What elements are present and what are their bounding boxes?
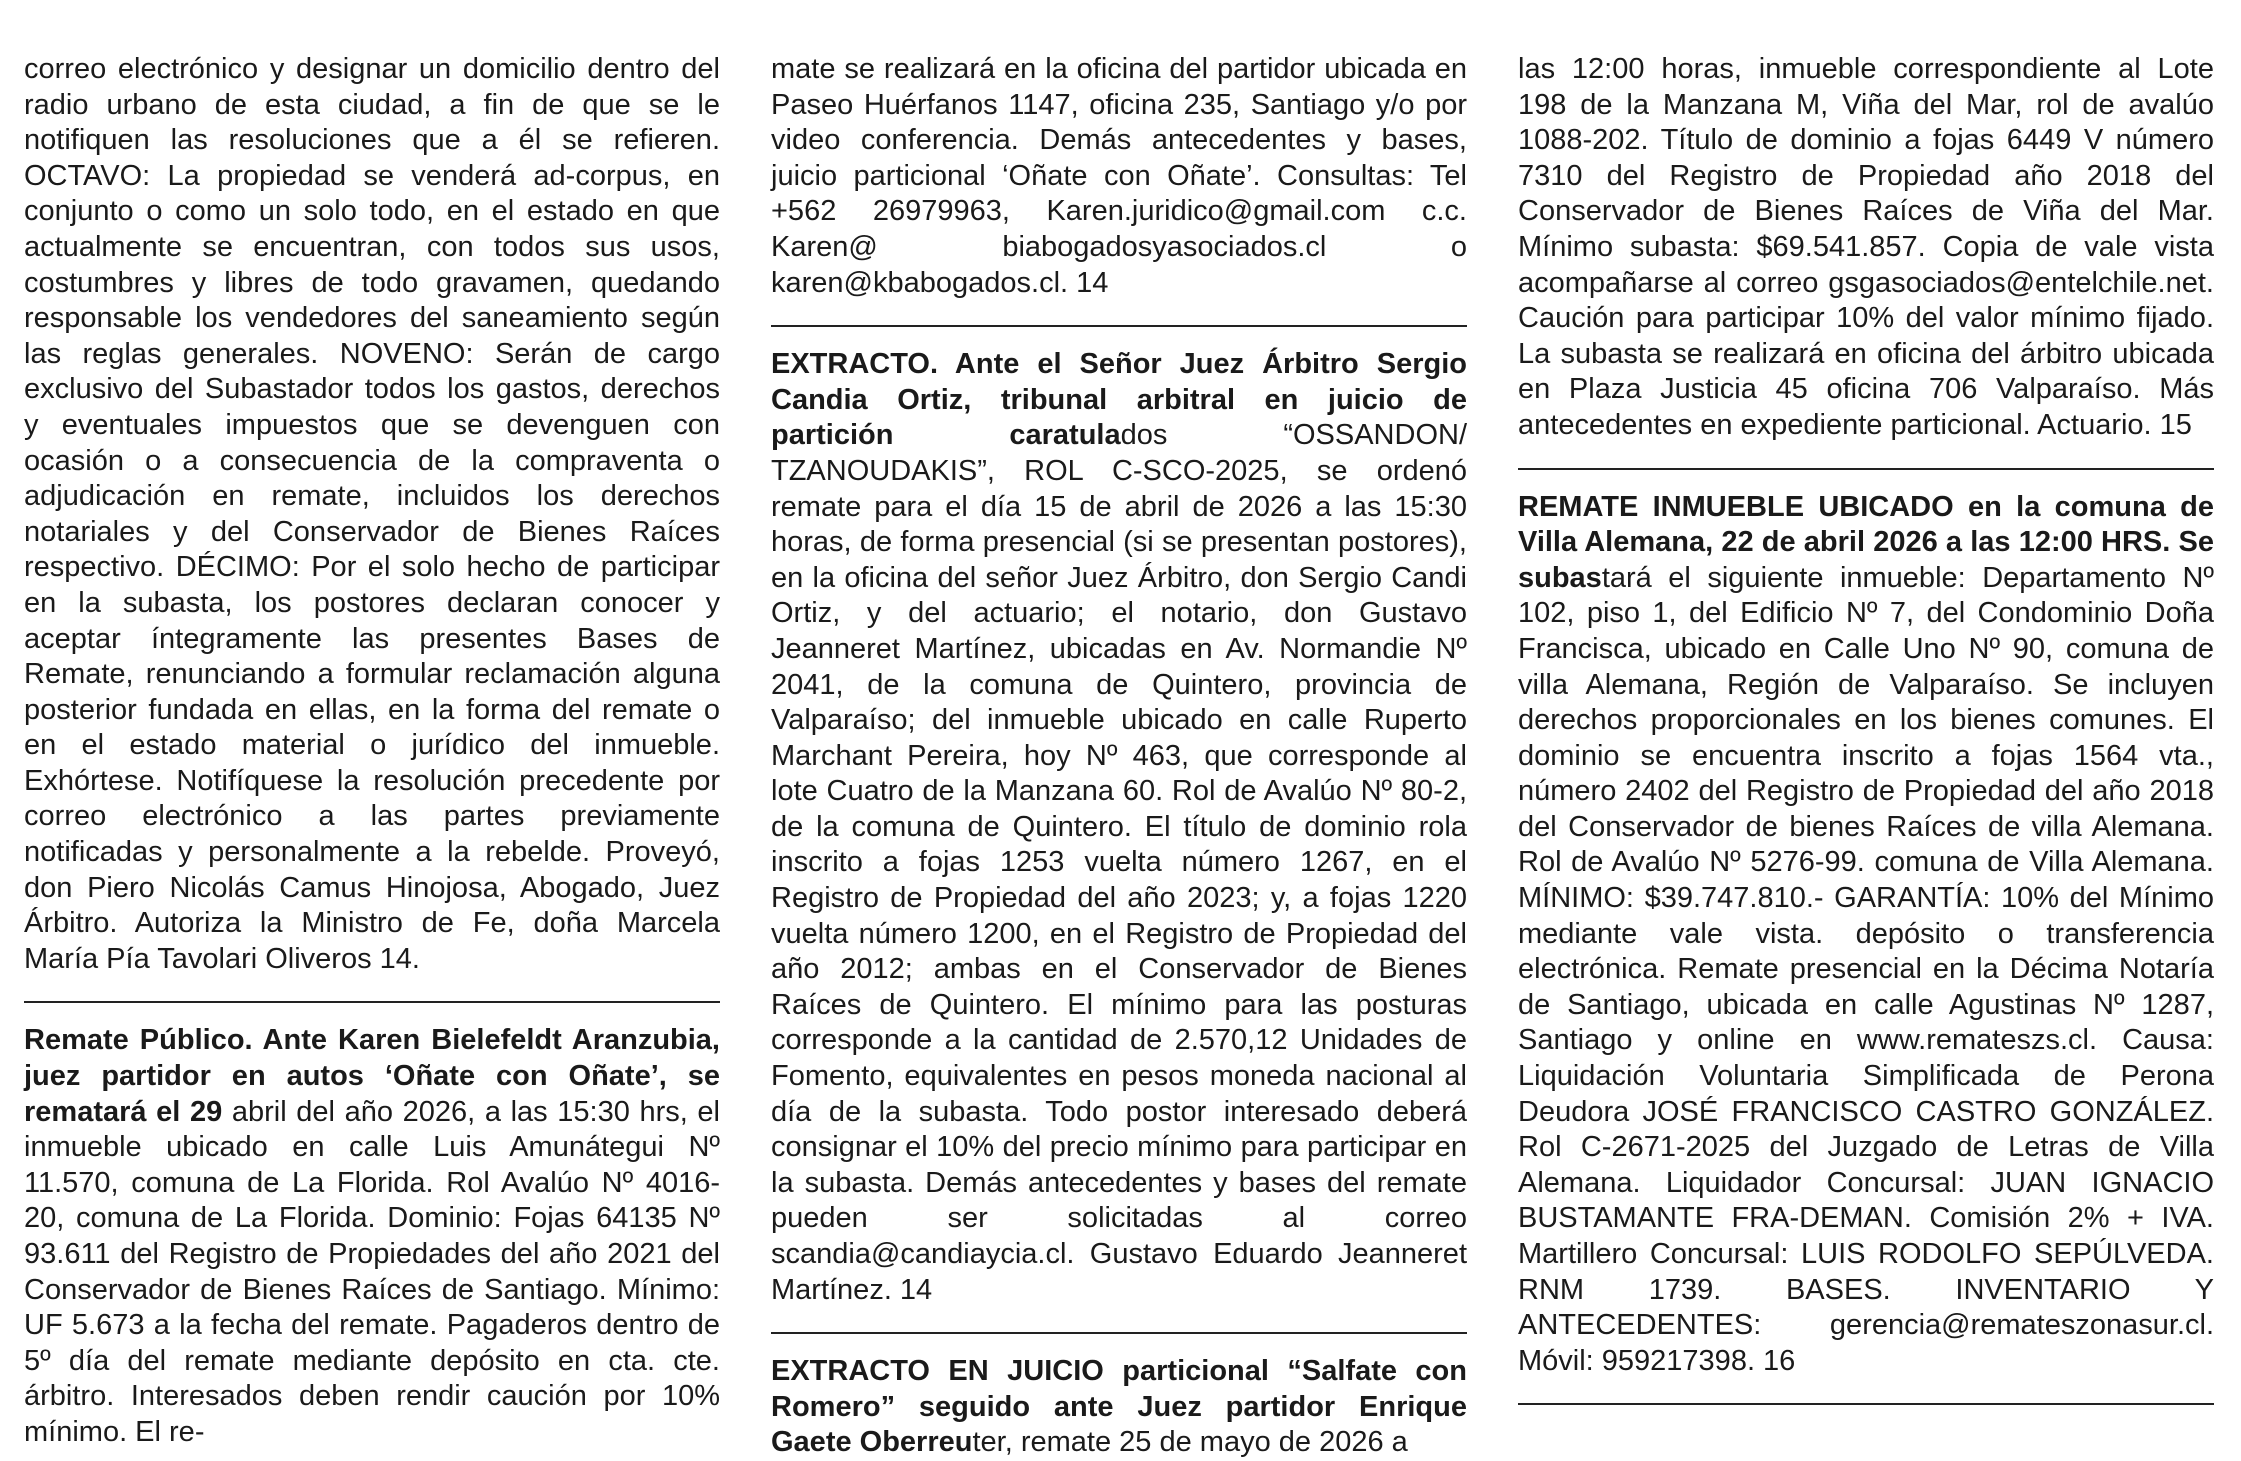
column-3 [1518,52,2214,1425]
notice-villa-alemana [1518,490,2214,1380]
notice-body: correo electrónico y designar un domicilio dentro del radio urbano de esta ciudad, a fin de que se le notifiquen las resoluciones que a él se refieren. OCTAVO: La propiedad se venderá ad-corpus, en conjunto o como un solo todo, en el estado en que actualmente se encuentran, con todos sus usos, costumbres y libres de todo gravamen, quedando responsable los vendedores del saneamiento según las reglas generales. NOVENO: Serán de cargo exclusivo del Subastador todos los gastos, derechos y eventuales impuestos que se devenguen con ocasión o a consecuencia de la compraventa o adjudicación en remate, incluidos los derechos notariales y del Conservador de Bienes Raíces respectivo. DÉCIMO: Por el solo hecho de participar en la subasta, los postores declaran conocer y aceptar íntegramente las presentes Bases de Remate, renunciando a formular reclamación alguna posterior fundada en ellas, en la forma del remate o en el estado material o jurídico del inmueble. Exhórtese. Notifíquese la resolución precedente por correo electrónico a las partes previamente notificadas y personalmente a la rebelde. Proveyó, don Piero Nicolás Camus Hinojosa, Abogado, Juez Árbitro. Autoriza la Ministro de Fe, doña Marcela María Pía Tavolari Oliveros 14. [24,53,720,975]
column-1 [24,52,720,1451]
divider [771,325,1467,327]
notice-body: ter, remate 25 de mayo de 2026 a [972,1426,1408,1459]
notice-extracto-ossandon [771,347,1467,1308]
notice-remate-publico [24,1023,720,1450]
notice-body: mate se realizará en la oficina del partidor ubicada en Paseo Huérfanos 1147, oficina 235, Santiago y/o por video conferencia. Demás antecedentes y bases, juicio particional ‘Oñate con Oñate’. Consultas: Tel +562 26979963, Karen.juridico@gmail.com c.c. Karen@ biabogadosyasociados.cl o karen@kbabogados.cl. 14 [771,53,1467,299]
divider [1518,1403,2214,1405]
notice-octavo-continuation [24,52,720,977]
notice-lead: Remate Público. Ante Karen Bielefeldt Aranzubia, juez partidor en autos ‘Oñate con Oñate’, se rematará el 29 [24,1024,720,1128]
notice-lead: EXTRACTO. Ante el Señor Juez Árbitro Sergio Candia Ortiz, tribunal arbitral en juicio de partición caratula [771,348,1467,452]
notice-body: las 12:00 horas, inmueble correspondiente al Lote 198 de la Manzana M, Viña del Mar, rol de avalúo 1088-202. Título de dominio a fojas 6449 V número 7310 del Registro de Propiedad año 2018 del Conservador de Bienes Raíces de Viña del Mar. Mínimo subasta: $69.541.857. Copia de vale vista acompañarse al correo gsgasociados@entelchile.net. Caución para participar 10% del valor mínimo fijado. La subasta se realizará en oficina del árbitro ubicada en Plaza Justicia 45 oficina 706 Valparaíso. Más antecedentes en expediente particional. Actuario. 15 [1518,53,2214,441]
divider [24,1001,720,1003]
notice-body: tará el siguiente inmueble: Departamento Nº 102, piso 1, del Edificio Nº 7, del Condominio Doña Francisca, ubicado en Calle Uno Nº 90, comuna de villa Alemana, Región de Valparaíso. Se incluyen derechos proporcionales en los bienes comunes. El dominio se encuentra inscrito a fojas 1564 vta., número 2402 del Registro de Propiedad del año 2018 del Conservador de bienes Raíces de villa Alemana. Rol de Avalúo Nº 5276-99. comuna de Villa Alemana. MÍNIMO: $39.747.810.- GARANTÍA: 10% del Mínimo mediante vale vista. depósito o transferencia electrónica. Remate presencial en la Décima Notaría de Santiago, ubicada en calle Agustinas Nº 1287, Santiago y online en www.remateszs.cl. Causa: Liquidación Voluntaria Simplificada de Perona Deudora JOSÉ FRANCISCO CASTRO GONZÁLEZ. Rol C-2671-2025 del Juzgado de Letras de Villa Alemana. Liquidador Concursal: JUAN IGNACIO BUSTAMANTE FRA-DEMAN. Comisión 2% + IVA. Martillero Concursal: LUIS RODOLFO SEPÚLVEDA. RNM 1739. BASES. INVENTARIO Y ANTECEDENTES: gerencia@remateszonasur.cl. Móvil: 959217398. 16 [1518,561,2214,1377]
notice-lead: EXTRACTO EN JUICIO particional “Salfate con Romero” seguido ante Juez partidor Enrique Gaete Oberreu [771,1355,1467,1459]
notice-extracto-salfate [771,1354,1467,1461]
notice-lead: REMATE INMUEBLE UBICADO en la comuna de Villa Alemana, 22 de abril 2026 a las 12:00 HRS. Se subas [1518,490,2214,594]
notice-body: abril del año 2026, a las 15:30 hrs, el inmueble ubicado en calle Luis Amunátegui Nº 11.570, comuna de La Florida. Rol Avalúo Nº 4016-20, comuna de La Florida. Dominio: Fojas 64135 Nº 93.611 del Registro de Propiedades del año 2021 del Conservador de Bienes Raíces de Santiago. Mínimo: UF 5.673 a la fecha del remate. Pagaderos dentro de 5º día del remate mediante depósito en cta. cte. árbitro. Interesados deben rendir caución por 10% mínimo. El re- [24,1095,721,1448]
notice-remate-continuation [771,52,1467,301]
notice-body: dos “OSSANDON/ TZANOUDAKIS”, ROL C-SCO-2025, se ordenó remate para el día 15 de abril de 2026 a las 15:30 horas, de forma presencial (si se presentan postores), en la oficina del señor Juez Árbitro, don Sergio Candi Ortiz, y del actuario; el notario, don Gustavo Jeanneret Martínez, ubicadas en Av. Normandie Nº 2041, de la comuna de Quintero, provincia de Valparaíso; del inmueble ubicado en calle Ruperto Marchant Pereira, hoy Nº 463, que corresponde al lote Cuatro de la Manzana 60. Rol de Avalúo Nº 80-2, de la comuna de Quintero. El título de dominio rola inscrito a fojas 1253 vuelta número 1267, en el Registro de Propiedad del año 2023; y, a fojas 1220 vuelta número 1200, en el Registro de Propiedad del año 2012; ambas en el Conservador de Bienes Raíces de Quintero. El mínimo para las posturas corresponde a la cantidad de 2.570,12 Unidades de Fomento, equivalentes en pesos moneda nacional al día de la subasta. Todo postor interesado deberá consignar el 10% del precio mínimo para participar en la subasta. Demás antecedentes y bases del remate pueden ser solicitadas al correo scandia@candiaycia.cl. Gustavo Eduardo Jeanneret Martínez. 14 [771,419,1467,1306]
divider [1518,468,2214,470]
divider [771,1332,1467,1334]
notice-salfate-continuation [1518,52,2214,444]
column-2 [771,52,1467,1461]
